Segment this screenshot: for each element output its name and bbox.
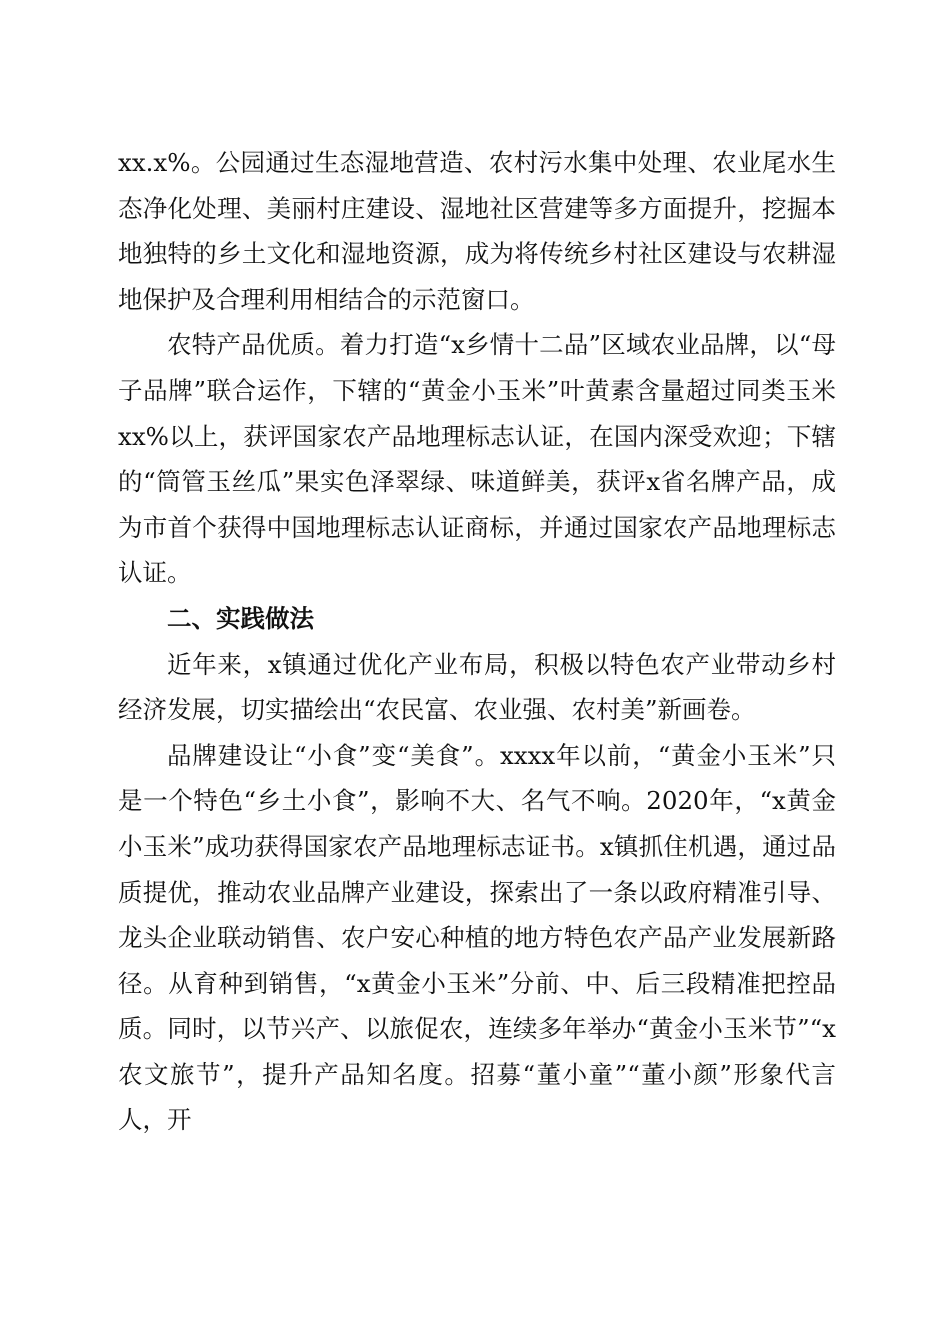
paragraph-wetland-park: xx.x%。公园通过生态湿地营造、农村污水集中处理、农业尾水生态净化处理、美丽村庄建设、湿地社区营建等多方面提升，挖掘本地独特的乡土文化和湿地资源，成为将传统乡村社区建设与农耕湿地保护及合理利用相结合的示范窗口。 [118,148,836,314]
paragraph-special-products: 农特产品优质。着力打造“x乡情十二品”区域农业品牌，以“母子品牌”联合运作，下辖的“黄金小玉米”叶黄素含量超过同类玉米xx%以上，获评国家农产品地理标志认证，在国内深受欢迎；下辖的“筒管玉丝瓜”果实色泽翠绿、味道鲜美，获评x省名牌产品，成为市首个获得中国地理标志认证商标，并通过国家农产品地理标志认证。 [118,330,836,588]
document-body [118,140,836,1143]
section-heading-practice: 二、实践做法 [167,603,314,633]
paragraph-brand-building: 品牌建设让“小食”变“美食”。xxxx年以前，“黄金小玉米”只是一个特色“乡土小食”，影响不大、名气不响。2020年，“x黄金小玉米”成功获得国家农产品地理标志证书。x镇抓住机遇，通过品质提优，推动农业品牌产业建设，探索出了一条以政府精准引导、龙头企业联动销售、农户安心种植的地方特色农产品产业发展新路径。从育种到销售，“x黄金小玉米”分前、中、后三段精准把控品质。同时，以节兴产、以旅促农，连续多年举办“黄金小玉米节”“x农文旅节”，提升产品知名度。招募“董小童”“董小颜”形象代言人，开 [118,740,836,1135]
paragraph-practice-intro: 近年来，x镇通过优化产业布局，积极以特色农产业带动乡村经济发展，切实描绘出“农民富、农业强、农村美”新画卷。 [118,649,836,725]
